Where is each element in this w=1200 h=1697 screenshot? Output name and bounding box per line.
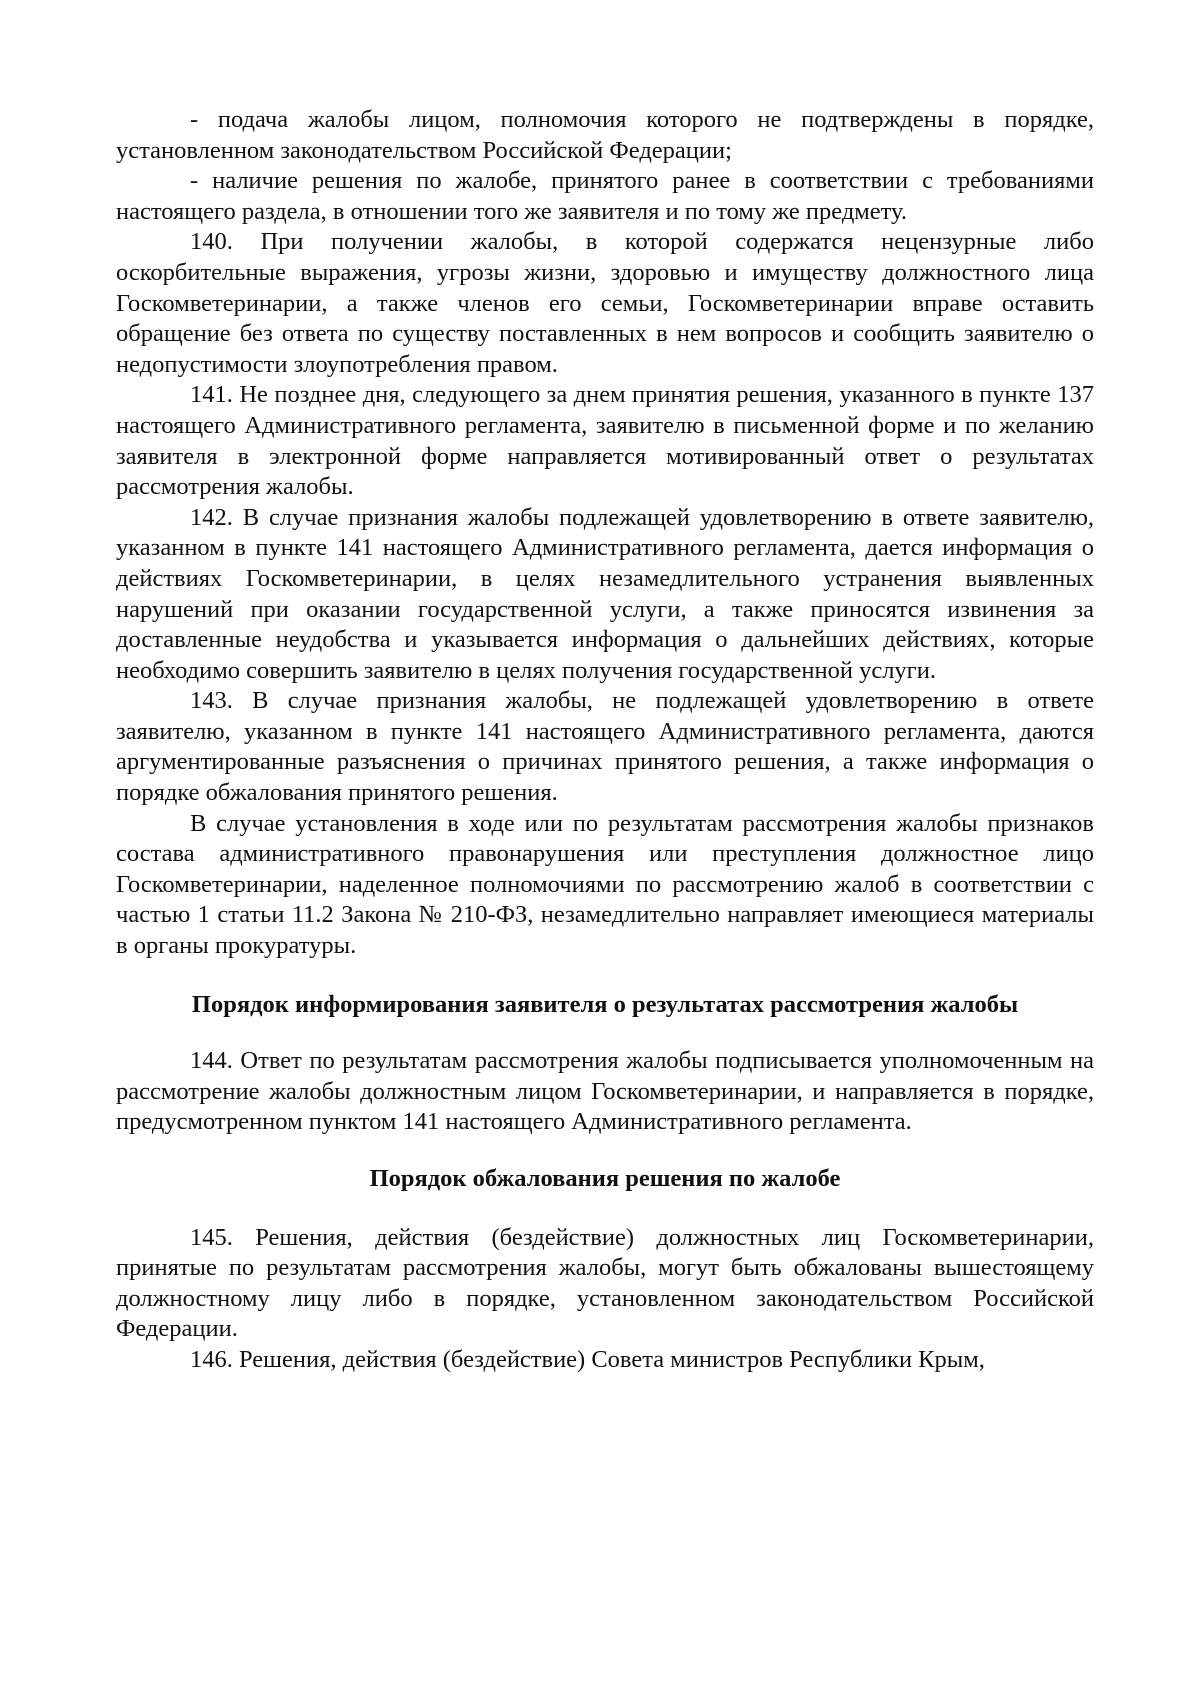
- paragraph-146: 146. Решения, действия (бездействие) Совета министров Республики Крым,: [190, 1345, 985, 1373]
- paragraph-143-continued: В случае установления в ходе или по результатам рассмотрения жалобы признаков состава административного правонарушения или преступления должностное лицо Госкомветеринарии, наделенное полномочиями по рассмотрению жалоб в соответствии с частью 1 статьи 11.2 Закона № 210-ФЗ, незамедлительно направляет имеющиеся материалы в органы прокуратуры.: [116, 809, 1094, 960]
- paragraph-142: 142. В случае признания жалобы подлежащей удовлетворению в ответе заявителю, указанном в пункте 141 настоящего Административного регламента, дается информация о действиях Госкомветеринарии, в целях незамедлительного устранения выявленных нарушений при оказании государственной услуги, а также приносятся извинения за доставленные неудобства и указывается информация о дальнейших действиях, которые необходимо совершить заявителю в целях получения государственной услуги.: [116, 503, 1094, 684]
- section-heading-informing: Порядок информирования заявителя о результатах рассмотрения жалобы: [191, 990, 1019, 1018]
- paragraph-144: 144. Ответ по результатам рассмотрения жалобы подписывается уполномоченным на рассмотрение жалобы должностным лицом Госкомветеринарии, и направляется в порядке, предусмотренном пунктом 141 настоящего Административного регламента.: [116, 1047, 1094, 1136]
- paragraph-140: 140. При получении жалобы, в которой содержатся нецензурные либо оскорбительные выражения, угрозы жизни, здоровью и имуществу должностного лица Госкомветеринарии, а также членов его семьи, Госкомветеринарии вправе оставить обращение без ответа по существу поставленных в нем вопросов и сообщить заявителю о недопустимости злоупотребления правом.: [116, 228, 1094, 378]
- paragraph-141: 141. Не позднее дня, следующего за днем принятия решения, указанного в пункте 137 настоящего Административного регламента, заявителю в письменной форме и по желанию заявителя в электронной форме направляется мотивированный ответ о результатах рассмотрения жалобы.: [116, 381, 1094, 501]
- paragraph-145: 145. Решения, действия (бездействие) должностных лиц Госкомветеринарии, принятые по результатам рассмотрения жалобы, могут быть обжалованы вышестоящему должностному лицу либо в порядке, установленном законодательством Российской Федерации.: [116, 1223, 1094, 1343]
- paragraph-prior-decision: - наличие решения по жалобе, принятого ранее в соответствии с требованиями настоящего раздела, в отношении того же заявителя и по тому же предмету.: [116, 167, 1094, 225]
- section-heading-appeal: Порядок обжалования решения по жалобе: [369, 1165, 841, 1192]
- paragraph-complaint-authority: - подача жалобы лицом, полномочия которого не подтверждены в порядке, установленном законодательством Российской Федерации;: [116, 106, 1094, 164]
- paragraph-143: 143. В случае признания жалобы, не подлежащей удовлетворению в ответе заявителю, указанном в пункте 141 настоящего Административного регламента, даются аргументированные разъяснения о причинах принятого решения, а также информация о порядке обжалования принятого решения.: [116, 687, 1094, 807]
- document-page: [116, 105, 1094, 1376]
